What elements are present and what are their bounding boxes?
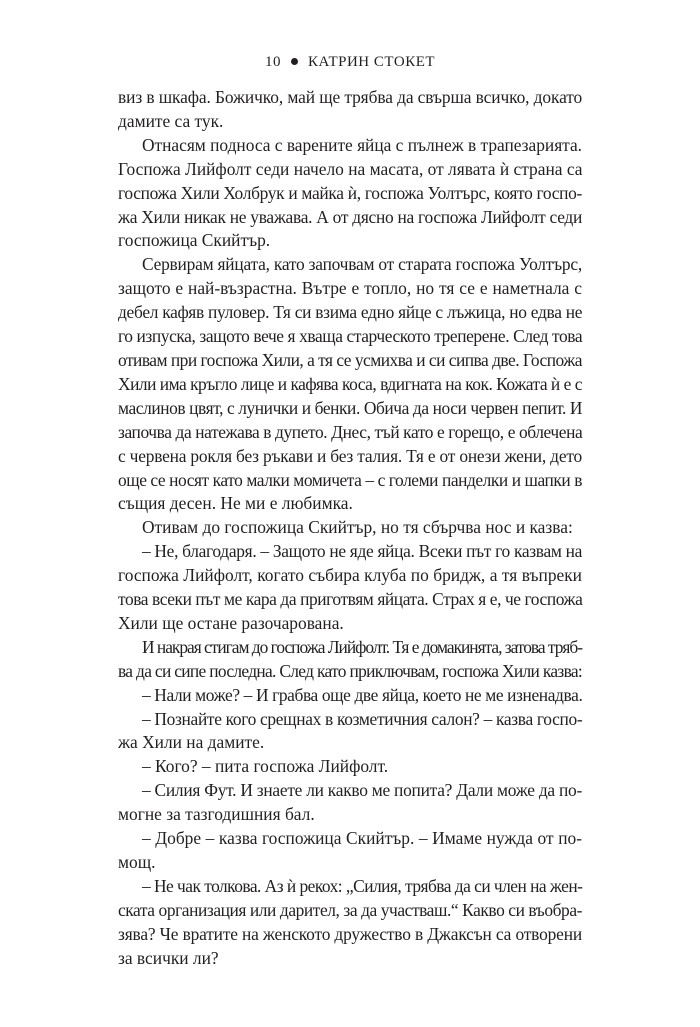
text-line: Хили ще остане разочарована. bbox=[118, 612, 344, 633]
text-line: – Силия Фут. И знаете ли какво ме попита? Дали може да по- bbox=[142, 780, 582, 801]
text-line: – Не, благодаря. – Защото не яде яйца. Всеки път го казвам на bbox=[142, 541, 582, 562]
text-line: още се носят като малки момичета – с големи панделки и шапки в bbox=[118, 469, 582, 490]
text-line: дамите са тук. bbox=[118, 110, 224, 131]
text-line: Хили има кръгло лице и кафява коса, вдигната на кок. Кожата ѝ е с bbox=[118, 373, 582, 394]
text-line: – Не чак толкова. Аз ѝ рекох: „Силия, трябва да си член на жен- bbox=[142, 875, 583, 896]
text-line: мощ. bbox=[118, 852, 156, 872]
text-line: И накрая стигам до госпожа Лийфолт. Тя е домакинята, затова тряб- bbox=[142, 636, 582, 657]
text-line: това всеки път ме кара да приготвям яйцата. Страх я е, че госпожа bbox=[118, 589, 583, 610]
text-line: – Добре – казва госпожица Скийтър. – Имаме нужда от по- bbox=[142, 828, 582, 849]
text-line: Сервирам яйцата, като започвам от старата госпожа Уолтърс, bbox=[142, 254, 582, 275]
body-text bbox=[118, 86, 582, 971]
text-line: за всички ли? bbox=[118, 947, 219, 968]
text-line: отивам при госпожа Хили, а тя се усмихва и си сипва две. Госпожа bbox=[118, 349, 582, 370]
running-head bbox=[0, 52, 700, 72]
page-number: 10 bbox=[264, 54, 281, 70]
text-line: с червена рокля без ръкави и без талия. Тя е от онези жени, дето bbox=[118, 445, 582, 466]
text-line: могне за тазгодишния бал. bbox=[118, 804, 315, 825]
text-line: – Кого? – пита госпожа Лийфолт. bbox=[142, 756, 389, 777]
text-line: жа Хили на дамите. bbox=[118, 732, 265, 753]
text-line: го изпуска, защото вече я хваща старческото треперене. След това bbox=[118, 326, 583, 347]
text-line: госпожа Хили Холбрук и майка ѝ, госпожа Уолтърс, която госпо- bbox=[118, 182, 582, 203]
text-line: жа Хили никак не уважава. А от дясно на госпожа Лийфолт седи bbox=[118, 206, 582, 227]
text-line: госпожа Лийфолт, когато събира клуба по бридж, а тя въпреки bbox=[118, 565, 582, 586]
text-line: виз в шкафа. Божичко, май ще трябва да свърша всичко, докато bbox=[118, 87, 583, 107]
text-line: Отнасям подноса с варените яйца с пълнеж в трапезарията. bbox=[142, 134, 582, 155]
bullet-separator bbox=[291, 58, 298, 65]
text-line: зява? Че вратите на женското дружество в Джаксън са отворени bbox=[118, 923, 582, 944]
text-line: ската организация или дарител, за да участваш.“ Какво си въобра- bbox=[118, 899, 582, 920]
text-line: дебел кафяв пуловер. Тя си взима едно яйце с лъжица, но едва не bbox=[118, 302, 583, 323]
text-line: ва да си сипе последна. След като приключвам, госпожа Хили казва: bbox=[118, 660, 583, 681]
text-line: Отивам до госпожица Скийтър, но тя сбърчва нос и казва: bbox=[142, 517, 573, 538]
author-name: КАТРИН СТОКЕТ bbox=[307, 54, 436, 70]
text-line: госпожица Скийтър. bbox=[118, 230, 271, 251]
text-line: – Нали може? – И грабва още две яйца, което не ме изненадва. bbox=[142, 684, 583, 705]
text-line: защото е най-възрастна. Вътре е топло, но тя се е наметнала с bbox=[118, 278, 582, 299]
text-line: същия десен. Не ми е любимка. bbox=[118, 493, 353, 514]
text-line: маслинов цвят, с лунички и бенки. Обича да носи червен пепит. И bbox=[118, 397, 582, 418]
text-line: – Познайте кого срещнах в козметичния салон? – казва госпо- bbox=[142, 708, 583, 729]
text-line: започва да натежава в дупето. Днес, тъй като е горещо, е облечена bbox=[118, 421, 583, 442]
text-line: Госпожа Лийфолт седи начело на масата, от лявата ѝ страна са bbox=[118, 158, 583, 179]
